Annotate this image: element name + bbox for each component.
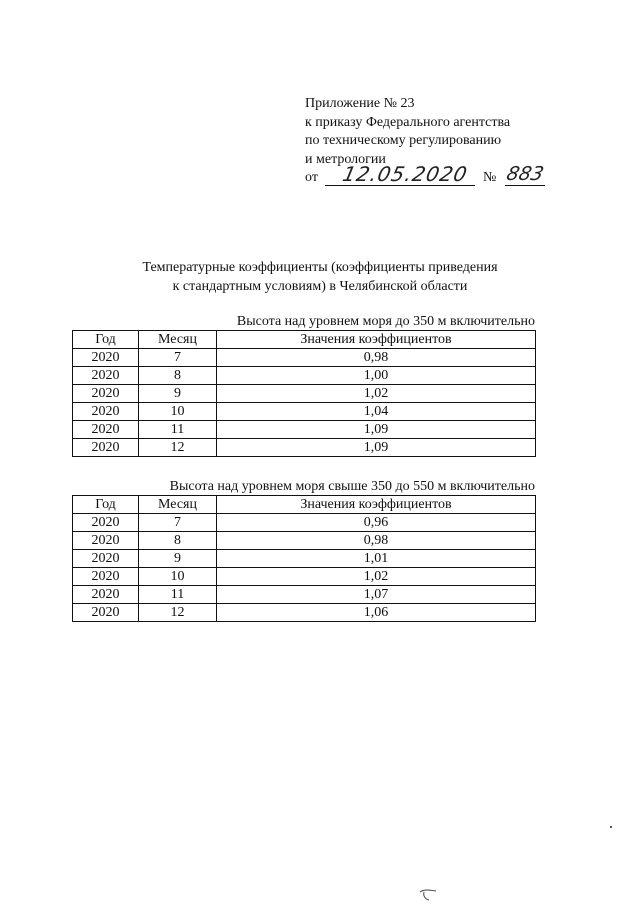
- cell-year: 2020: [73, 367, 139, 385]
- table-row: [73, 403, 536, 421]
- scan-speck: [610, 826, 612, 828]
- table-row: [73, 532, 536, 550]
- cell-month: 7: [139, 514, 217, 532]
- cell-value: 1,01: [217, 550, 536, 568]
- cell-month: 12: [139, 604, 217, 622]
- table-row: [73, 568, 536, 586]
- cell-year: 2020: [73, 586, 139, 604]
- table-row: [73, 604, 536, 622]
- cell-year: 2020: [73, 385, 139, 403]
- header-value: Значения коэффициентов: [217, 331, 536, 349]
- cell-month: 8: [139, 367, 217, 385]
- cell-year: 2020: [73, 439, 139, 457]
- title-line-2: к стандартным условиям) в Челябинской области: [172, 279, 468, 294]
- table-row: [73, 439, 536, 457]
- appendix-line: к приказу Федерального агентства: [305, 114, 511, 130]
- table-row: [73, 514, 536, 532]
- cell-year: 2020: [73, 568, 139, 586]
- cell-year: 2020: [73, 514, 139, 532]
- header-month: Месяц: [139, 331, 217, 349]
- number-underline: [505, 185, 545, 186]
- cell-month: 8: [139, 532, 217, 550]
- coefficients-table: [72, 330, 536, 457]
- cell-year: 2020: [73, 604, 139, 622]
- coefficients-table: [72, 495, 536, 622]
- pen-mark-icon: [418, 888, 440, 902]
- table-caption: Высота над уровнем моря свыше 350 до 550 м включительно: [169, 479, 535, 494]
- cell-value: 0,98: [217, 349, 536, 367]
- table-row: [73, 385, 536, 403]
- cell-year: 2020: [73, 403, 139, 421]
- header-value: Значения коэффициентов: [217, 496, 536, 514]
- cell-year: 2020: [73, 349, 139, 367]
- cell-value: 1,02: [217, 385, 536, 403]
- cell-value: 1,09: [217, 439, 536, 457]
- table-row: [73, 550, 536, 568]
- title-line-1: Температурные коэффициенты (коэффициенты приведения: [142, 260, 498, 275]
- coefficients-table-block-2: [72, 478, 535, 622]
- cell-value: 1,02: [217, 568, 536, 586]
- cell-year: 2020: [73, 550, 139, 568]
- cell-month: 12: [139, 439, 217, 457]
- cell-value: 1,00: [217, 367, 536, 385]
- cell-month: 10: [139, 568, 217, 586]
- cell-month: 10: [139, 403, 217, 421]
- table-row: [73, 586, 536, 604]
- table-row: [73, 421, 536, 439]
- document-title: [70, 258, 570, 296]
- header-year: Год: [73, 331, 139, 349]
- number-prefix: №: [483, 170, 497, 185]
- cell-value: 1,07: [217, 586, 536, 604]
- appendix-line: и метрологии: [305, 151, 386, 167]
- appendix-header: [305, 95, 510, 169]
- cell-month: 11: [139, 421, 217, 439]
- cell-value: 1,09: [217, 421, 536, 439]
- cell-month: 9: [139, 550, 217, 568]
- cell-value: 1,06: [217, 604, 536, 622]
- table-caption: Высота над уровнем моря до 350 м включительно: [236, 314, 535, 329]
- table-header-row: [73, 331, 536, 349]
- handwritten-number: 883: [504, 163, 547, 185]
- cell-year: 2020: [73, 421, 139, 439]
- cell-value: 0,96: [217, 514, 536, 532]
- appendix-line: Приложение № 23: [305, 96, 415, 111]
- coefficients-table-block-1: [72, 313, 535, 457]
- cell-value: 0,98: [217, 532, 536, 550]
- header-month: Месяц: [139, 496, 217, 514]
- cell-month: 7: [139, 349, 217, 367]
- header-year: Год: [73, 496, 139, 514]
- table-row: [73, 349, 536, 367]
- cell-year: 2020: [73, 532, 139, 550]
- cell-month: 9: [139, 385, 217, 403]
- appendix-line: по техническому регулированию: [305, 133, 502, 148]
- handwritten-date: 12.05.2020: [340, 162, 471, 186]
- date-prefix: от: [305, 170, 318, 185]
- table-header-row: [73, 496, 536, 514]
- cell-value: 1,04: [217, 403, 536, 421]
- table-row: [73, 367, 536, 385]
- order-date-number-row: [305, 162, 547, 188]
- cell-month: 11: [139, 586, 217, 604]
